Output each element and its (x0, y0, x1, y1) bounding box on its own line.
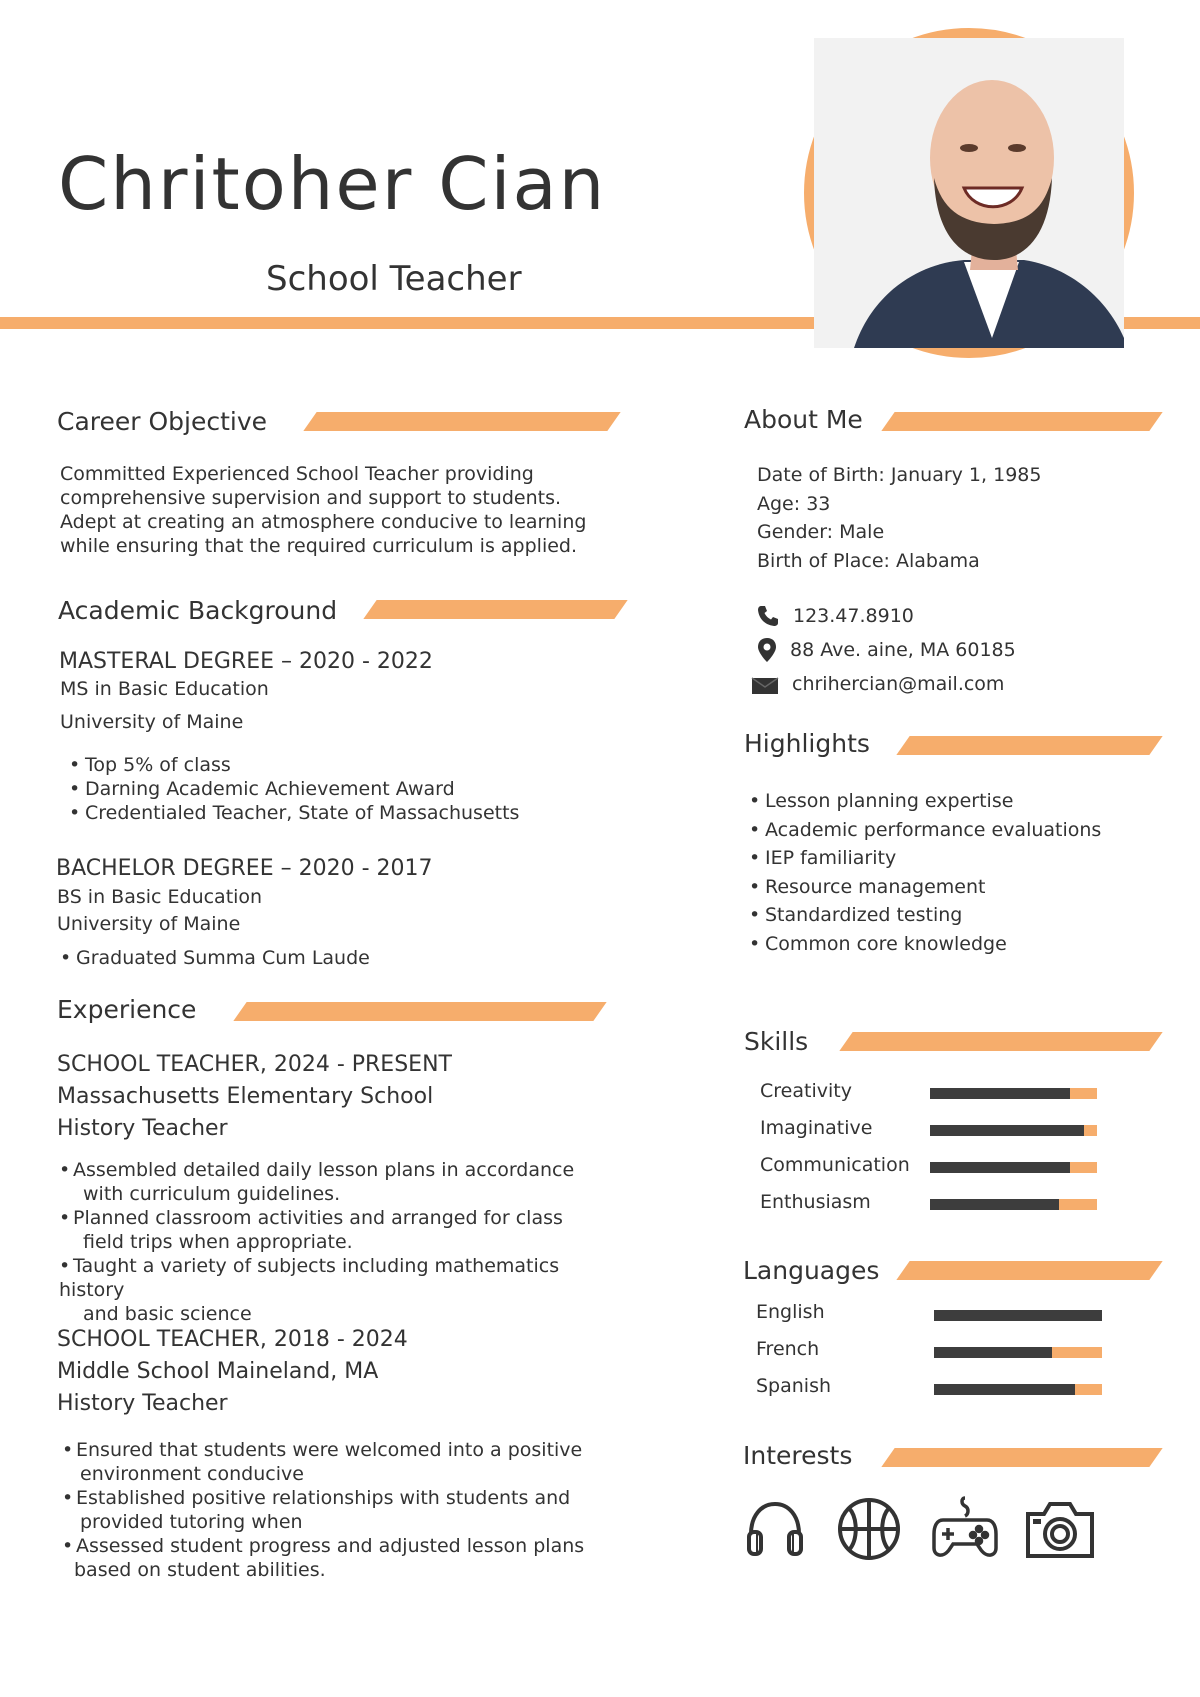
about-details (757, 466, 1041, 580)
highlights-bar (896, 736, 1162, 755)
job-heading: SCHOOL TEACHER, 2018 - 2024 (57, 1327, 408, 1352)
language-label: English (756, 1301, 825, 1323)
skill-fill (930, 1199, 1059, 1210)
skill-fill (930, 1162, 1070, 1173)
list-item-continued: history (59, 1279, 125, 1301)
skill-track (930, 1199, 1097, 1210)
skill-label: Enthusiasm (760, 1191, 871, 1213)
list-item-continued: provided tutoring when (80, 1511, 303, 1533)
degree-school: University of Maine (60, 711, 244, 733)
career-objective-title: Career Objective (57, 407, 268, 436)
degree-heading: MASTERAL DEGREE – 2020 - 2022 (59, 649, 433, 674)
list-item: • Resource management (749, 873, 1101, 902)
degree-heading: BACHELOR DEGREE – 2020 - 2017 (56, 856, 433, 881)
list-item-continued: based on student abilities. (74, 1559, 326, 1581)
language-row (756, 1377, 1106, 1414)
language-row (756, 1340, 1106, 1377)
list-item: • Lesson planning expertise (749, 787, 1101, 816)
language-fill (934, 1384, 1075, 1395)
text-line: Committed Experienced School Teacher providing (60, 463, 534, 485)
date-of-birth: Date of Birth: January 1, 1985 (757, 464, 1042, 486)
job-bullets (59, 1158, 619, 1325)
gamepad-icon (931, 1494, 999, 1562)
languages-title: Languages (743, 1256, 880, 1285)
list-item: • Taught a variety of subjects including mathematics (59, 1255, 560, 1277)
list-item-continued: environment conducive (80, 1463, 304, 1485)
portrait-image (814, 38, 1124, 348)
phone-number: 123.47.8910 (793, 605, 914, 627)
languages-bar (896, 1261, 1162, 1280)
job-heading: SCHOOL TEACHER, 2024 - PRESENT (57, 1052, 452, 1077)
interests-title: Interests (743, 1441, 853, 1470)
highlights-title: Highlights (744, 729, 870, 758)
language-row (756, 1303, 1106, 1340)
list-item: • Ensured that students were welcomed into a positive (62, 1439, 583, 1461)
list-item: • Standardized testing (749, 901, 1101, 930)
language-track (934, 1310, 1102, 1321)
job-title: School Teacher (266, 259, 522, 299)
degree-bullets (69, 753, 519, 825)
language-label: Spanish (756, 1375, 832, 1397)
degree-school: University of Maine (57, 913, 241, 935)
profile-photo (804, 28, 1134, 358)
academic-bar (363, 600, 627, 619)
list-item: • Academic performance evaluations (749, 816, 1101, 845)
skill-track (930, 1088, 1097, 1099)
about-title: About Me (744, 405, 863, 434)
list-item: • Credentialed Teacher, State of Massachusetts (69, 801, 519, 825)
envelope-icon (752, 678, 778, 694)
list-item: • Darning Academic Achievement Award (69, 777, 519, 801)
academic-title: Academic Background (58, 596, 338, 625)
list-item: • Assembled detailed daily lesson plans in accordance (59, 1159, 575, 1181)
list-item-continued: field trips when appropriate. (83, 1231, 353, 1253)
skill-row (760, 1193, 1100, 1230)
list-item-continued: with curriculum guidelines. (83, 1183, 341, 1205)
age: Age: 33 (757, 492, 831, 515)
list-item: • IEP familiarity (749, 844, 1101, 873)
languages-list (756, 1303, 1106, 1414)
list-item-continued: and basic science (83, 1303, 252, 1325)
skills-list (760, 1082, 1100, 1230)
skill-row (760, 1082, 1100, 1119)
skill-fill (930, 1088, 1070, 1099)
about-bar (881, 412, 1162, 431)
list-item: • Planned classroom activities and arranged for class (59, 1207, 563, 1229)
address: 88 Ave. aine, MA 60185 (790, 639, 1016, 661)
degree-program: MS in Basic Education (60, 678, 269, 700)
interests-bar (881, 1448, 1162, 1467)
list-item: • Common core knowledge (749, 930, 1101, 959)
list-item: • Assessed student progress and adjusted lesson plans (62, 1535, 585, 1557)
language-fill (934, 1310, 1102, 1321)
experience-bar (233, 1002, 606, 1021)
career-objective-bar (303, 412, 620, 431)
job-role: History Teacher (57, 1116, 228, 1141)
headphones-icon (743, 1496, 807, 1560)
gender: Gender: Male (757, 521, 885, 543)
skill-row (760, 1156, 1100, 1193)
skills-title: Skills (744, 1027, 809, 1056)
highlights-list (749, 787, 1101, 958)
skill-label: Imaginative (760, 1117, 873, 1139)
degree-bullets (60, 946, 370, 970)
job-employer: Massachusetts Elementary School (57, 1084, 434, 1109)
text-line: comprehensive supervision and support to students. (60, 487, 562, 509)
degree-program: BS in Basic Education (57, 886, 263, 908)
skills-bar (839, 1032, 1162, 1051)
phone-icon (756, 604, 780, 628)
basketball-icon (836, 1496, 902, 1562)
job-bullets (62, 1438, 622, 1582)
skill-label: Communication (760, 1154, 910, 1176)
job-employer: Middle School Maineland, MA (57, 1359, 379, 1384)
email: chrihercian@mail.com (792, 673, 1005, 695)
list-item: • Top 5% of class (69, 753, 519, 777)
language-fill (934, 1347, 1052, 1358)
text-line: Adept at creating an atmosphere conducive to learning (60, 511, 587, 533)
skill-label: Creativity (760, 1080, 852, 1102)
text-line: while ensuring that the required curriculum is applied. (60, 535, 578, 557)
skill-fill (930, 1125, 1084, 1136)
skill-track (930, 1162, 1097, 1173)
list-item: • Graduated Summa Cum Laude (60, 946, 370, 970)
list-item: • Established positive relationships with students and (62, 1487, 571, 1509)
career-objective-text (60, 462, 620, 558)
location-pin-icon (756, 637, 778, 663)
language-track (934, 1384, 1102, 1395)
birth-place: Birth of Place: Alabama (757, 549, 980, 572)
experience-title: Experience (57, 995, 197, 1024)
skill-row (760, 1119, 1100, 1156)
candidate-name: Chritoher Cian (58, 142, 607, 226)
language-label: French (756, 1338, 820, 1360)
skill-track (930, 1125, 1097, 1136)
job-role: History Teacher (57, 1391, 228, 1416)
camera-icon (1024, 1498, 1096, 1560)
language-track (934, 1347, 1102, 1358)
